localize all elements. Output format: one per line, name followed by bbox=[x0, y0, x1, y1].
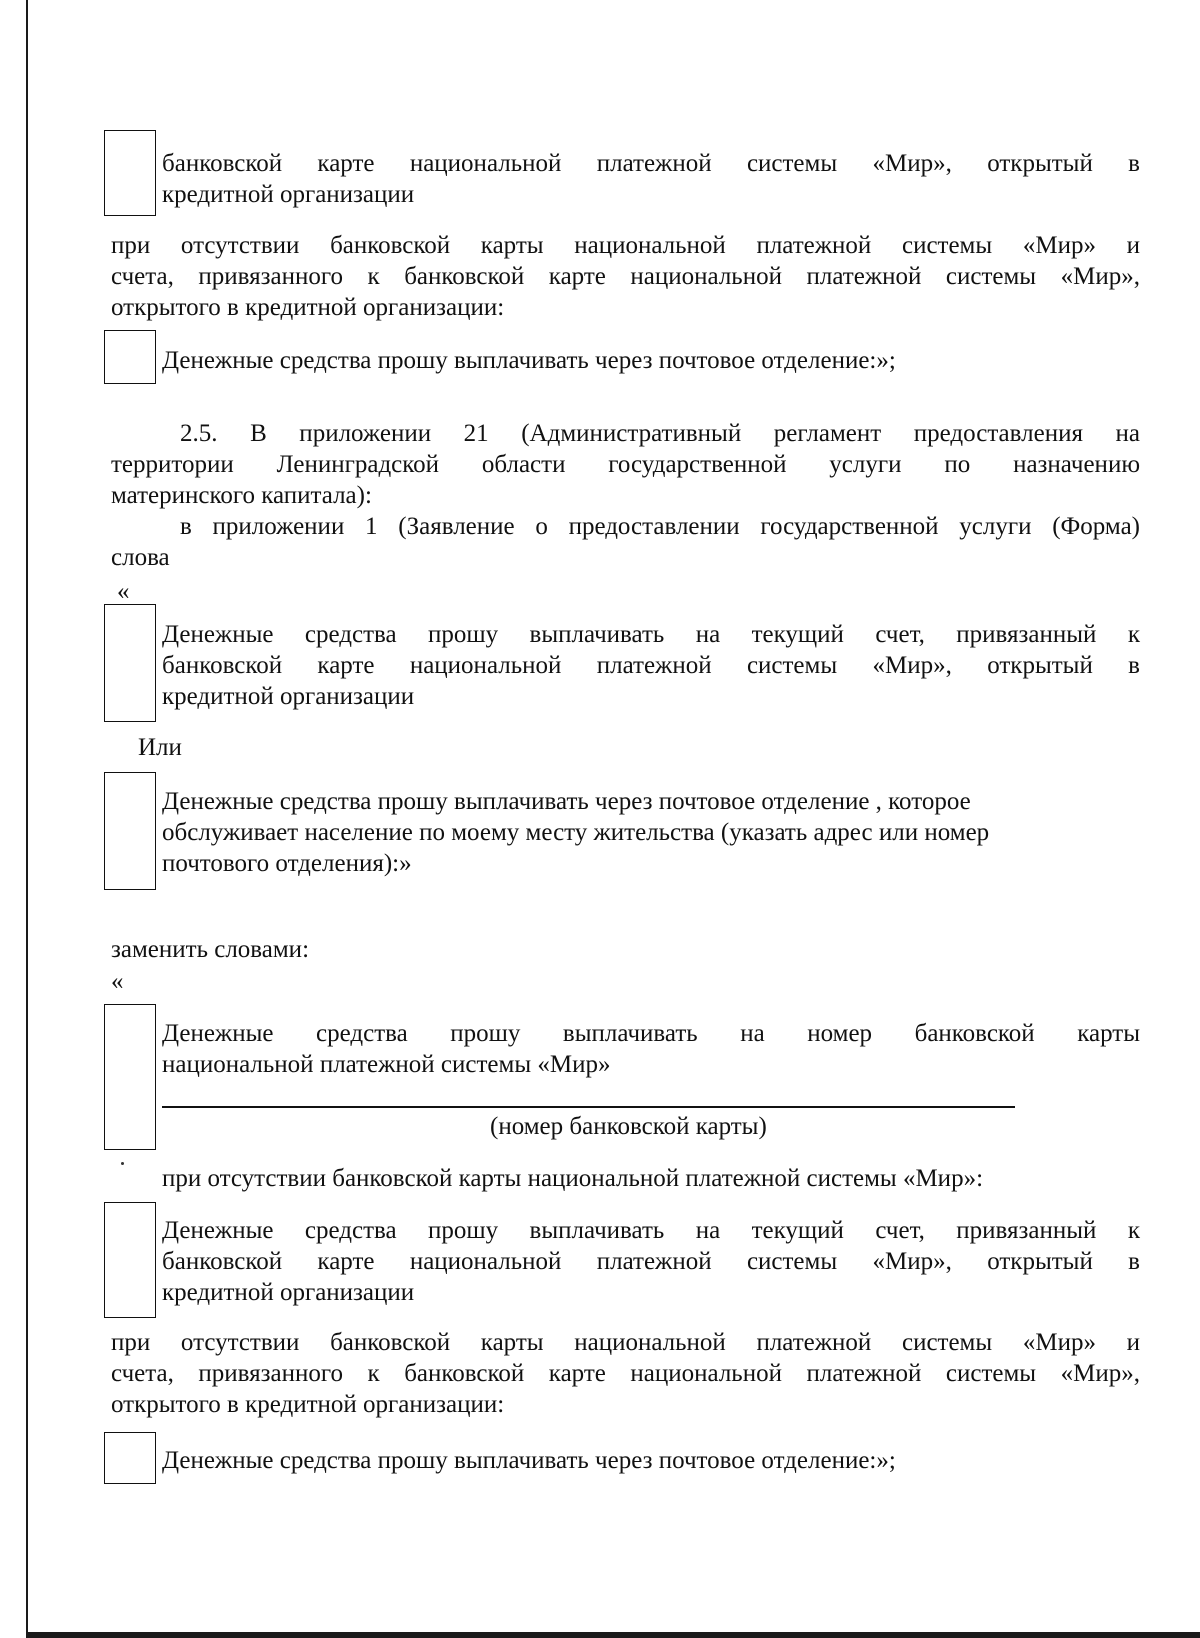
block6-line1: Денежные средства прошу выплачивать на текущий счет, привязанный к bbox=[162, 1217, 1140, 1244]
block5-line2: национальной платежной системы «Мир» bbox=[162, 1051, 611, 1078]
card-number-caption: (номер банковской карты) bbox=[490, 1113, 767, 1140]
para1-line2: счета, привязанного к банковской карте национальной платежной системы «Мир», bbox=[111, 263, 1140, 290]
section-line3: материнского капитала): bbox=[111, 482, 372, 509]
block3-line2: банковской карте национальной платежной системы «Мир», открытый в bbox=[162, 652, 1140, 679]
para1-line3: открытого в кредитной организации: bbox=[111, 294, 505, 321]
block6-intro: при отсутствии банковской карты национальной платежной системы «Мир»: bbox=[162, 1165, 984, 1192]
card-number-field[interactable] bbox=[162, 1106, 1015, 1108]
page-edge-bottom bbox=[26, 1632, 1200, 1638]
checkbox-mir-account-continued[interactable] bbox=[104, 130, 156, 216]
block1-line1: банковской карте национальной платежной системы «Мир», открытый в bbox=[162, 150, 1140, 177]
quote-open-2: « bbox=[111, 968, 124, 995]
block4-line2: обслуживает население по моему месту жительства (указать адрес или номер bbox=[162, 819, 990, 846]
page-edge bbox=[26, 0, 28, 1638]
section-line2: территории Ленинградской области государственной услуги по назначению bbox=[111, 451, 1140, 478]
checkbox-post-office[interactable] bbox=[104, 330, 156, 384]
block6-line2: банковской карте национальной платежной системы «Мир», открытый в bbox=[162, 1248, 1140, 1275]
section-line5: слова bbox=[111, 544, 170, 571]
checkbox-current-account[interactable] bbox=[104, 604, 156, 722]
checkbox-card-number[interactable] bbox=[104, 1004, 156, 1150]
block3-line1: Денежные средства прошу выплачивать на текущий счет, привязанный к bbox=[162, 621, 1140, 648]
para2-line2: счета, привязанного к банковской карте национальной платежной системы «Мир», bbox=[111, 1360, 1140, 1387]
block3-line3: кредитной организации bbox=[162, 683, 415, 710]
para2-line1: при отсутствии банковской карты национальной платежной системы «Мир» и bbox=[111, 1329, 1140, 1356]
para2-line3: открытого в кредитной организации: bbox=[111, 1391, 505, 1418]
block4-line1: Денежные средства прошу выплачивать через почтовое отделение , которое bbox=[162, 788, 971, 815]
replace-label: заменить словами: bbox=[111, 936, 310, 963]
checkbox-current-account-2[interactable] bbox=[104, 1202, 156, 1318]
section-line1: 2.5. В приложении 21 (Административный регламент предоставления на bbox=[180, 420, 1140, 447]
block5-line1: Денежные средства прошу выплачивать на номер банковской карты bbox=[162, 1020, 1140, 1047]
section-line4: в приложении 1 (Заявление о предоставлении государственной услуги (Форма) bbox=[180, 513, 1140, 540]
block6-line3: кредитной организации bbox=[162, 1279, 415, 1306]
para1-line1: при отсутствии банковской карты национальной платежной системы «Мир» и bbox=[111, 232, 1140, 259]
or-label: Или bbox=[138, 734, 182, 761]
block4-line3: почтового отделения):» bbox=[162, 850, 412, 877]
quote-open: « bbox=[117, 578, 130, 605]
block2-line1: Денежные средства прошу выплачивать через почтовое отделение:»; bbox=[162, 347, 896, 374]
block7-line1: Денежные средства прошу выплачивать через почтовое отделение:»; bbox=[162, 1447, 896, 1474]
speck bbox=[121, 1162, 124, 1165]
checkbox-post-office-2[interactable] bbox=[104, 1432, 156, 1484]
block1-line2: кредитной организации bbox=[162, 181, 415, 208]
checkbox-post-office-address[interactable] bbox=[104, 772, 156, 890]
